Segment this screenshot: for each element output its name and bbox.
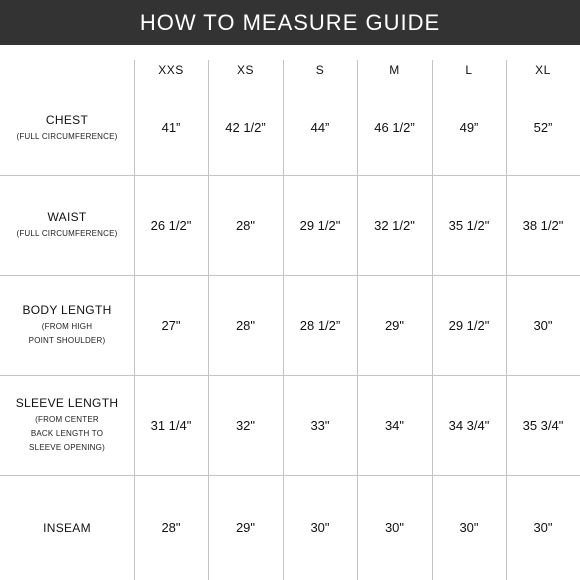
row-label-note <box>29 320 106 348</box>
measurement-cell: 49” <box>459 120 479 135</box>
measurement-cell: 30" <box>459 520 479 535</box>
measurement-cell: 52” <box>533 120 553 135</box>
measurement-cell: 29 1/2" <box>448 317 490 333</box>
measurement-cell: 30" <box>533 317 553 333</box>
measurement-cell: 34 3/4" <box>448 417 490 433</box>
measurement-cell: 46 1/2” <box>374 120 415 135</box>
size-header-xxs: XXS <box>158 63 184 77</box>
measurement-cell: 33" <box>310 417 330 433</box>
measurement-cell: 30" <box>533 520 553 535</box>
row-label-note <box>29 413 105 455</box>
measurement-cell: 28" <box>235 217 256 233</box>
row-label-title: INSEAM <box>43 520 91 535</box>
measurement-cell: 28 1/2” <box>299 317 341 333</box>
measurement-cell: 29" <box>235 520 256 535</box>
measurement-cell: 41” <box>161 120 181 135</box>
measurement-cell: 34" <box>384 417 405 433</box>
row-label-title: BODY LENGTH <box>22 303 112 317</box>
row-label-note-line: (FROM CENTER <box>35 415 99 424</box>
row-label <box>0 80 134 175</box>
row-label-note-line: SLEEVE OPENING) <box>29 443 105 452</box>
size-header-xl: XL <box>535 63 551 77</box>
page-title: HOW TO MEASURE GUIDE <box>139 9 441 35</box>
measurement-cell: 32 1/2" <box>374 217 415 233</box>
row-label-note-line: POINT SHOULDER) <box>28 336 106 345</box>
row-label-note-line: (FULL CIRCUMFERENCE) <box>16 131 118 141</box>
measurement-cell: 44” <box>310 120 330 135</box>
row-label-title: CHEST <box>45 112 89 127</box>
row-label-title: WAIST <box>47 210 87 224</box>
measurement-cell: 29" <box>384 317 405 333</box>
measurement-cell: 38 1/2" <box>522 217 564 233</box>
measurement-cell: 32" <box>235 417 256 433</box>
measurement-cell: 27" <box>161 317 181 333</box>
measurement-cell: 30" <box>310 520 330 535</box>
measurement-cell: 35 3/4" <box>522 417 564 433</box>
row-label <box>0 175 134 275</box>
measurement-cell: 29 1/2" <box>299 217 341 233</box>
size-chart-table <box>0 60 580 580</box>
row-label-note-line: (FROM HIGH <box>41 322 93 331</box>
row-label-note <box>16 130 117 144</box>
row-label-note-line: (FULL CIRCUMFERENCE) <box>16 229 118 238</box>
size-header-m: M <box>389 63 400 77</box>
row-label <box>0 475 134 580</box>
size-header-l: L <box>465 63 473 77</box>
measurement-cell: 42 1/2” <box>225 120 266 135</box>
measurement-cell: 35 1/2" <box>448 217 490 233</box>
row-label <box>0 275 134 375</box>
measurement-cell: 28" <box>235 317 256 333</box>
measurement-cell: 28" <box>161 520 181 535</box>
measurement-cell: 31 1/4" <box>150 417 192 433</box>
row-label <box>0 375 134 475</box>
size-header-s: S <box>315 63 325 77</box>
measurement-cell: 30" <box>384 520 405 535</box>
row-label-note <box>16 227 117 241</box>
measurement-cell: 26 1/2" <box>150 217 192 233</box>
row-label-note-line: BACK LENGTH TO <box>30 429 104 438</box>
row-label-title: SLEEVE LENGTH <box>15 396 119 410</box>
size-header-xs: XS <box>236 63 254 77</box>
header-bar <box>0 0 580 45</box>
